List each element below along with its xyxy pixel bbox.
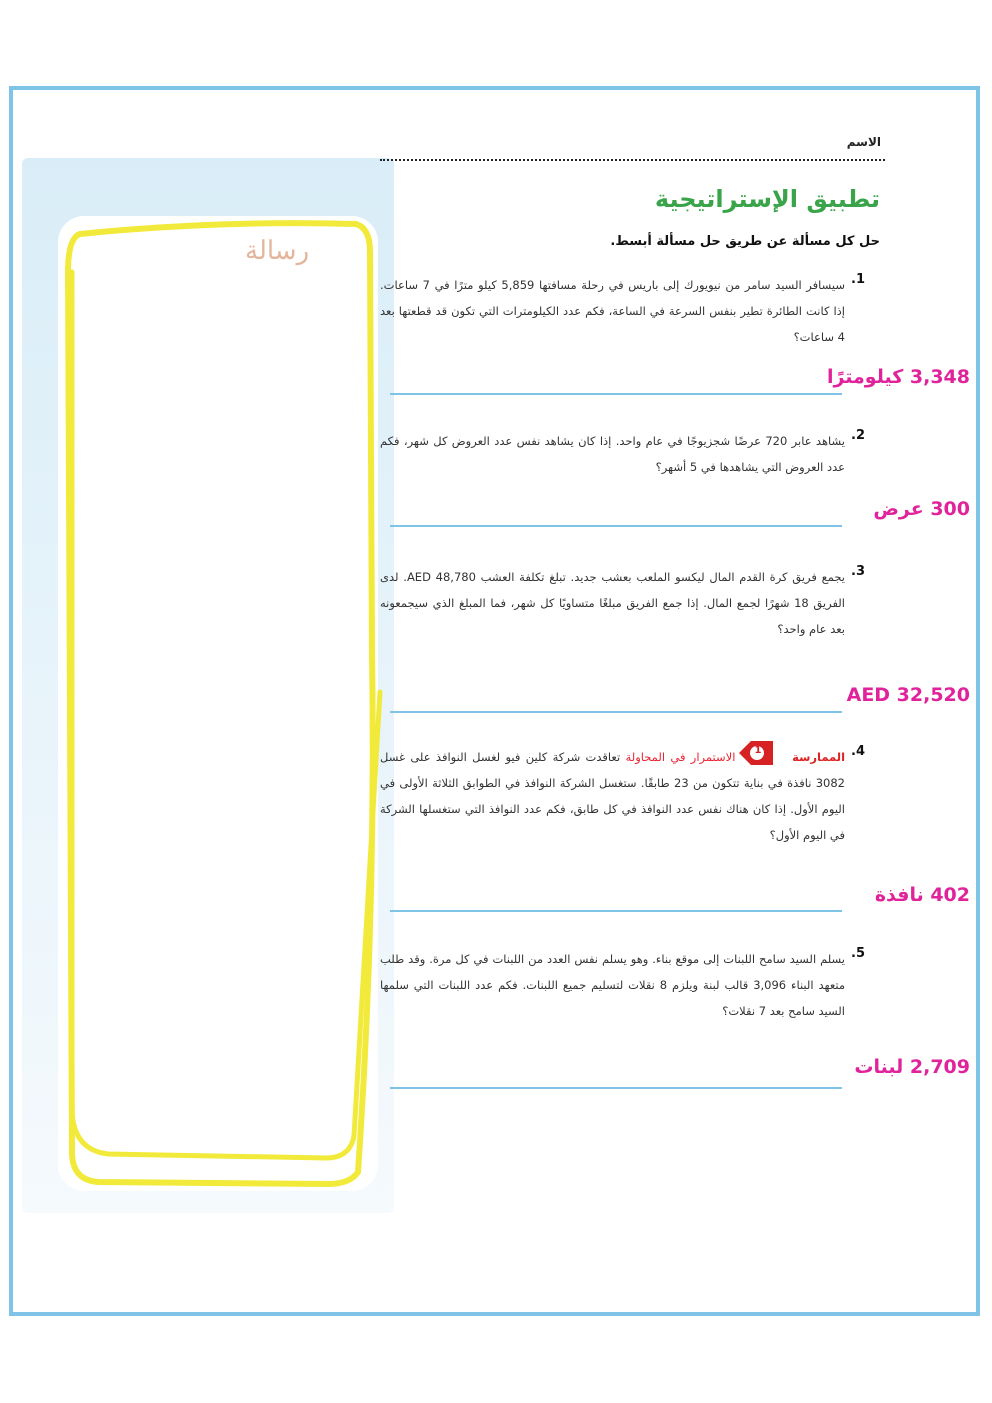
- copyright-note: [933, 1000, 943, 1250]
- problem-text: يجمع فريق كرة القدم المال ليكسو الملعب بعشب جديد. تبلغ تكلفة العشب AED 48,780. لدى الفريق 18 شهرًا لجمع المال. إذا جمع الفريق مبلغًا متساويًا كل شهر، فما المبلغ الذي سيجمعونه بعد عام واحد؟: [380, 570, 846, 636]
- problem-text: سيسافر السيد سامر من نيويورك إلى باريس في رحلة مسافتها 5,859 كيلو مترًا في 7 ساعات. إذا كانت الطائرة تطير بنفس السرعة في الساعة، فكم عدد الكيلومترات التي تكون قد قطعتها بعد 4 ساعات؟: [380, 278, 845, 344]
- answer-2: 300 عرض: [873, 498, 970, 520]
- name-label: الاسم: [846, 135, 881, 149]
- problem-2: [380, 428, 865, 484]
- practice-badge-number: 1: [754, 745, 762, 756]
- practice-label: الممارسة: [792, 750, 846, 764]
- answer-5: 2,709 لبنات: [854, 1056, 970, 1078]
- problem-4: [380, 744, 865, 874]
- divider: [390, 525, 842, 527]
- divider: [390, 1087, 842, 1089]
- divider: [390, 711, 842, 713]
- persevere-link[interactable]: الاستمرار في المحاولة: [625, 750, 736, 764]
- yellow-highlight-scribble: [58, 212, 388, 1202]
- problem-text: يشاهد عابر 720 عرضًا شجزيوجًا في عام واحد. إذا كان يشاهد نفس عدد العروض كل شهر، فكم عدد العروض التي يشاهدها في 5 أشهر؟: [380, 434, 845, 474]
- problem-text: [380, 744, 845, 848]
- divider: [390, 393, 842, 395]
- problem-number: 5.: [851, 946, 865, 961]
- page-title: تطبيق الإستراتيجية: [654, 185, 880, 213]
- problem-3: [380, 564, 865, 670]
- answer-4: 402 نافذة: [874, 884, 970, 906]
- problem-number: 1.: [851, 272, 865, 287]
- instruction-text: حل كل مسألة عن طريق حل مسألة أبسط.: [610, 234, 880, 249]
- name-line[interactable]: [380, 133, 885, 161]
- divider: [390, 910, 842, 912]
- problem-number: 3.: [851, 564, 865, 579]
- problem-text: يسلم السيد سامح اللبنات إلى موقع بناء. وهو يسلم نفس العدد من اللبنات في كل مرة. وقد طلب متعهد البناء 3,096 قالب لبنة ويلزم 8 نقلات لتسليم جميع اللبنات. فكم عدد اللبنات التي سلمها السيد سامح بعد 7 نقلات؟: [380, 952, 846, 1018]
- scratch-label: رسالة: [245, 236, 310, 266]
- problem-number: 2.: [851, 428, 865, 443]
- problem-body: تعاقدت شركة كلين فيو لغسل النوافذ على غسل 3082 نافذة في بناية تتكون من 23 طابقًا. ستغسل الشركة النوافذ في الطوابق الثلاثة الأولى في اليوم الأول. إذا كان هناك نفس عدد النوافذ في كل طابق، فكم عدد النوافذ التي ستغسلها الشركة في اليوم الأول؟: [380, 750, 845, 842]
- answer-1: 3,348 كيلومترًا: [826, 366, 970, 388]
- answer-3: AED 32,520: [846, 684, 970, 706]
- problem-5: [380, 946, 865, 1050]
- problem-number: 4.: [851, 744, 865, 759]
- problem-1: [380, 272, 865, 352]
